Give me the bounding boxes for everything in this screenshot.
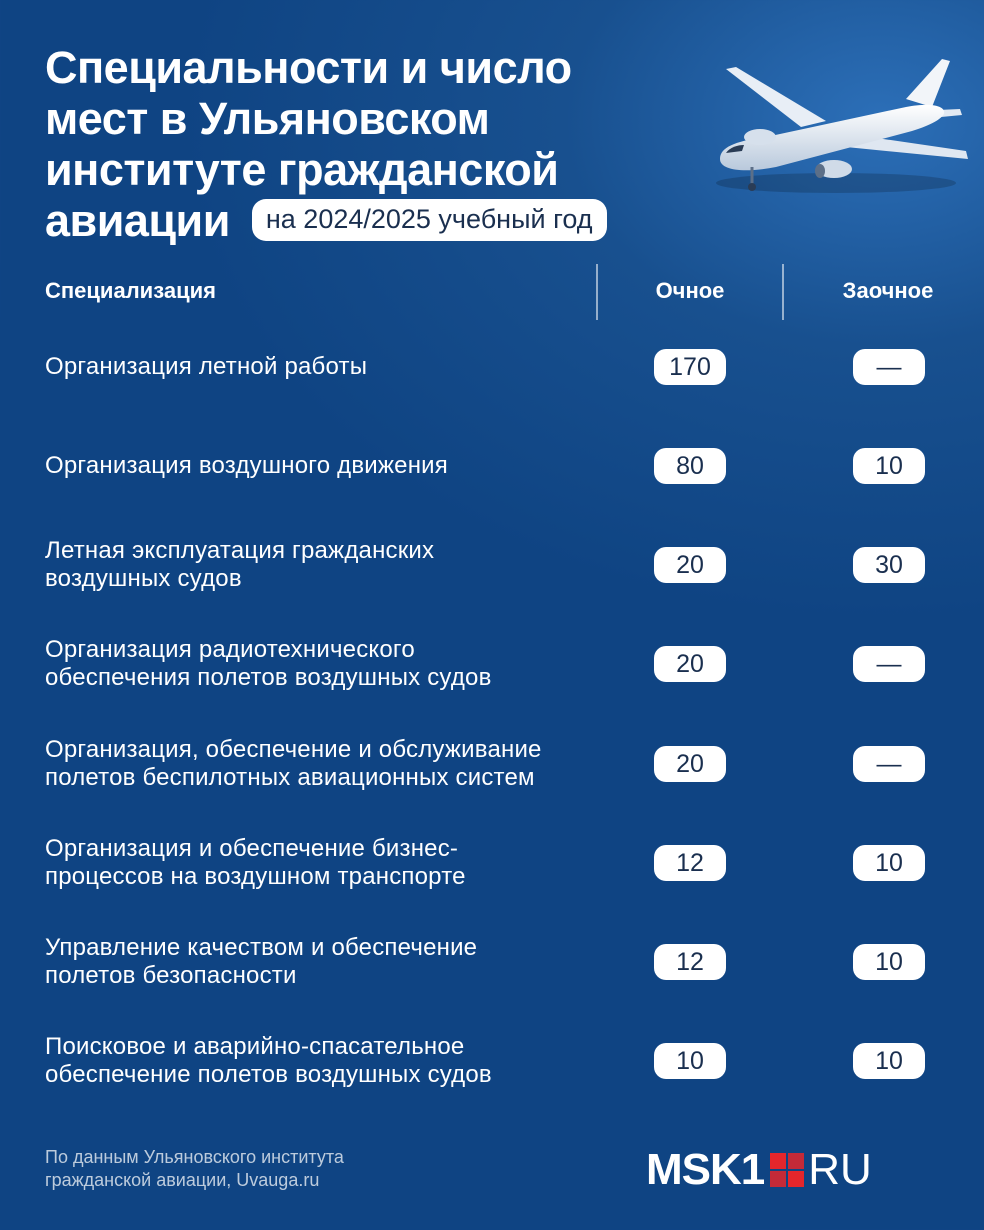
title-line: мест в Ульяновском bbox=[45, 93, 490, 144]
part-time-seats: 30 bbox=[853, 547, 925, 583]
full-time-seats: 20 bbox=[654, 746, 726, 782]
specialization-name-line: Управление качеством и обеспечение bbox=[45, 934, 478, 961]
table-row bbox=[0, 426, 984, 506]
column-header-specialization: Специализация bbox=[45, 278, 216, 303]
column-header-full-time: Очное bbox=[655, 278, 725, 303]
specialization-name-line: Организация радиотехнического bbox=[45, 636, 415, 663]
specialization-name-line: полетов безопасности bbox=[45, 962, 297, 989]
msk1-logo bbox=[646, 1145, 872, 1194]
source-note bbox=[45, 1146, 344, 1192]
full-time-seats: 12 bbox=[654, 845, 726, 881]
specialization-name bbox=[45, 736, 605, 792]
specialization-name bbox=[45, 636, 605, 692]
specialization-name-line: обеспечения полетов воздушных судов bbox=[45, 664, 492, 691]
logo-wordmark: MSK1 bbox=[646, 1145, 765, 1194]
table-row bbox=[0, 327, 984, 407]
specialization-name bbox=[45, 934, 605, 990]
table-row bbox=[0, 1021, 984, 1101]
title-line: Специальности и число bbox=[45, 42, 572, 93]
part-time-seats: 10 bbox=[853, 944, 925, 980]
page-title bbox=[45, 42, 665, 246]
specialization-name-line: Летная эксплуатация гражданских bbox=[45, 537, 435, 564]
specialization-name bbox=[45, 835, 605, 891]
airplane-icon bbox=[706, 55, 976, 205]
full-time-seats: 20 bbox=[654, 646, 726, 682]
specialization-name-line: Организация, обеспечение и обслуживание bbox=[45, 736, 542, 763]
part-time-seats: — bbox=[853, 349, 925, 385]
full-time-seats: 80 bbox=[654, 448, 726, 484]
specialization-name bbox=[45, 1033, 605, 1089]
logo-square-icon bbox=[770, 1153, 804, 1187]
table-row bbox=[0, 724, 984, 804]
specialization-name-line: воздушных судов bbox=[45, 565, 242, 592]
logo-suffix: RU bbox=[808, 1145, 872, 1194]
table-row bbox=[0, 624, 984, 704]
specialization-name-line: Поисковое и аварийно-спасательное bbox=[45, 1033, 465, 1060]
table-row bbox=[0, 525, 984, 605]
source-note-line: гражданской авиации, Uvauga.ru bbox=[45, 1170, 320, 1190]
source-note-line: По данным Ульяновского института bbox=[45, 1147, 344, 1167]
part-time-seats: 10 bbox=[853, 448, 925, 484]
specialization-name-line: Организация и обеспечение бизнес- bbox=[45, 835, 459, 862]
specialization-name-line: Организация воздушного движения bbox=[45, 452, 448, 479]
specialization-name-line: обеспечение полетов воздушных судов bbox=[45, 1061, 492, 1088]
specialization-name-line: полетов беспилотных авиационных систем bbox=[45, 764, 535, 791]
part-time-seats: — bbox=[853, 646, 925, 682]
academic-year-badge: на 2024/2025 учебный год bbox=[252, 199, 607, 241]
full-time-seats: 20 bbox=[654, 547, 726, 583]
part-time-seats: 10 bbox=[853, 1043, 925, 1079]
full-time-seats: 170 bbox=[654, 349, 726, 385]
full-time-seats: 12 bbox=[654, 944, 726, 980]
part-time-seats: — bbox=[853, 746, 925, 782]
specialization-name bbox=[45, 452, 605, 480]
specialization-name bbox=[45, 537, 605, 593]
table-row bbox=[0, 922, 984, 1002]
specialization-name bbox=[45, 353, 605, 381]
specialization-name-line: Организация летной работы bbox=[45, 353, 368, 380]
column-header-part-time: Заочное bbox=[842, 278, 934, 303]
title-line bbox=[45, 195, 665, 246]
table-row bbox=[0, 823, 984, 903]
specialization-name-line: процессов на воздушном транспорте bbox=[45, 863, 466, 890]
full-time-seats: 10 bbox=[654, 1043, 726, 1079]
title-line-text: авиации bbox=[45, 195, 230, 246]
part-time-seats: 10 bbox=[853, 845, 925, 881]
title-line: институте гражданской bbox=[45, 144, 559, 195]
